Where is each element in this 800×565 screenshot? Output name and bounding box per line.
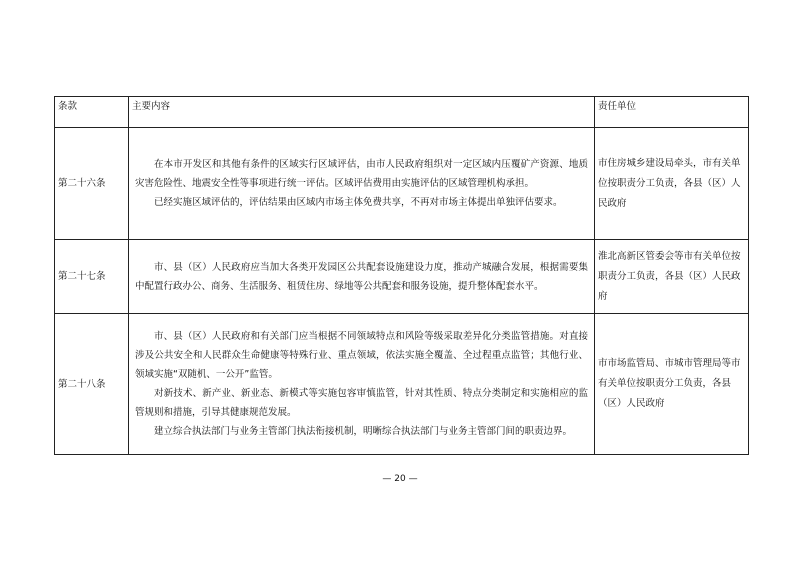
regulation-table — [54, 96, 749, 455]
content-paragraph: 建立综合执法部门与业务主管部门执法衔接机制，明晰综合执法部门与业务主管部门间的职责边界。 — [154, 426, 573, 437]
page-number: — 20 — — [382, 474, 418, 484]
unit-cell: 淮北高新区管委会等市有关单位按职责分工负责，各县（区）人民政府 — [595, 240, 749, 314]
table-header-row — [55, 97, 749, 128]
content-cell — [129, 128, 595, 240]
header-clause: 条款 — [55, 97, 129, 128]
content-paragraph: 市、县（区）人民政府和有关部门应当根据不同领域特点和风险等级采取差异化分类监管措施。对直接涉及公共安全和人民群众生命健康等特殊行业、重点领域，依法实施全覆盖、全过程重点监管；其他行业、领域实施“双随机、一公开”监管。 — [135, 331, 588, 380]
content-cell — [129, 240, 595, 314]
unit-cell: 市市场监管局、市城市管理局等市有关单位按职责分工负责，各县（区）人民政府 — [595, 314, 749, 455]
content-paragraph: 对新技术、新产业、新业态、新模式等实施包容审慎监管，针对其性质、特点分类制定和实施相应的监管规则和措施，引导其健康规范发展。 — [135, 388, 588, 418]
content-paragraph: 在本市开发区和其他有条件的区域实行区域评估，由市人民政府组织对一定区域内压覆矿产资源、地质灾害危险性、地震安全性等事项进行统一评估。区域评估费用由实施评估的区域管理机构承担。 — [135, 159, 588, 189]
table-row — [55, 240, 749, 314]
table-row — [55, 128, 749, 240]
table-row — [55, 314, 749, 455]
header-content: 主要内容 — [129, 97, 595, 128]
content-paragraph: 已经实施区域评估的，评估结果由区域内市场主体免费共享，不再对市场主体提出单独评估要求。 — [154, 197, 563, 208]
header-unit: 责任单位 — [595, 97, 749, 128]
clause-cell: 第二十八条 — [55, 314, 129, 455]
unit-cell: 市住房城乡建设局牵头，市有关单位按职责分工负责，各县（区）人民政府 — [595, 128, 749, 240]
clause-cell: 第二十六条 — [55, 128, 129, 240]
clause-cell: 第二十七条 — [55, 240, 129, 314]
content-cell — [129, 314, 595, 455]
content-paragraph: 市、县（区）人民政府应当加大各类开发园区公共配套设施建设力度，推动产城融合发展，根据需要集中配置行政办公、商务、生活服务、租赁住房、绿地等公共配套和服务设施，提升整体配套水平。 — [135, 261, 588, 292]
